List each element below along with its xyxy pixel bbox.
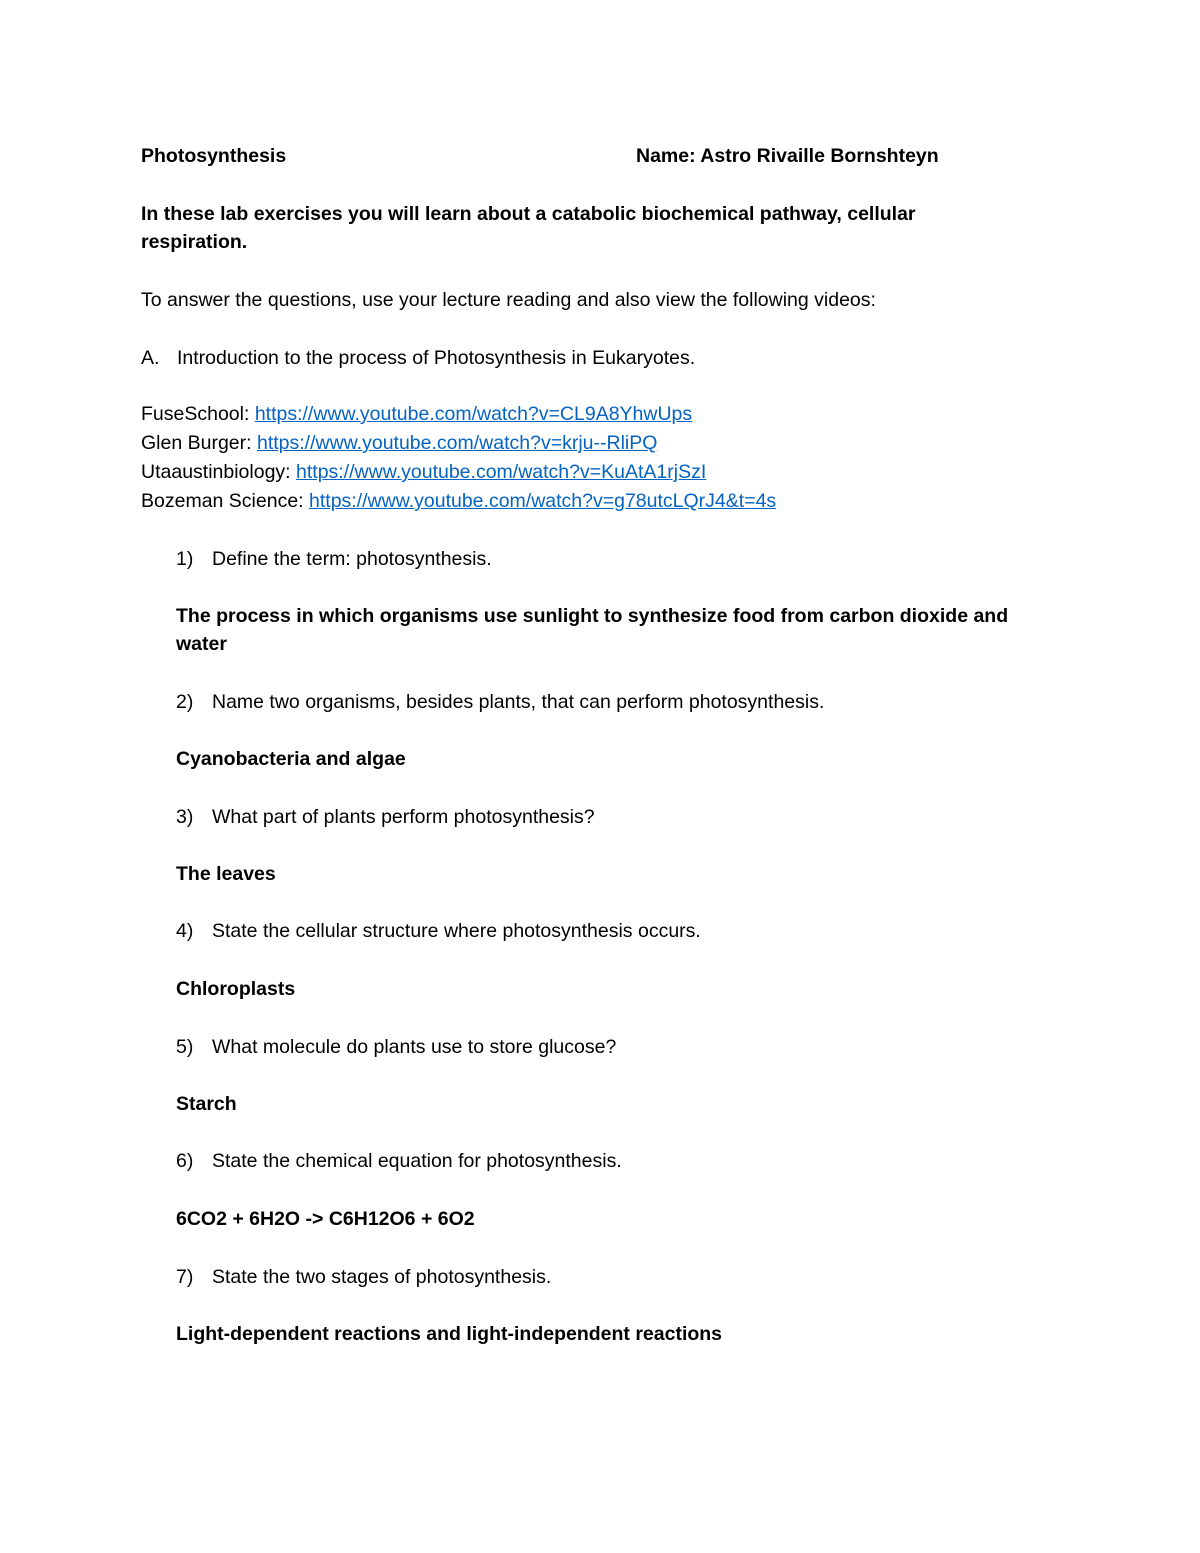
section-a xyxy=(141,344,695,372)
question-text: Name two organisms, besides plants, that can perform photosynthesis. xyxy=(212,691,825,713)
question-number: 6) xyxy=(176,1150,194,1172)
question-number: 1) xyxy=(176,548,194,570)
video-source: Utaaustinbiology: xyxy=(141,461,297,483)
answer: The leaves xyxy=(176,863,276,885)
answer: Cyanobacteria and algae xyxy=(176,748,406,770)
question-text: State the chemical equation for photosynthesis. xyxy=(212,1150,622,1172)
answer: Chloroplasts xyxy=(176,978,296,1000)
student-name: Name: Astro Rivaille Bornshteyn xyxy=(636,145,939,167)
question xyxy=(176,1263,551,1291)
question xyxy=(176,917,701,945)
question-text: State the cellular structure where photosynthesis occurs. xyxy=(212,920,701,942)
video-source: Bozeman Science: xyxy=(141,490,310,512)
intro-line-2: respiration. xyxy=(141,231,248,253)
video-source: FuseSchool: xyxy=(141,403,255,425)
video-link[interactable]: https://www.youtube.com/watch?v=krju--RliPQ xyxy=(256,432,658,454)
section-a-marker: A. xyxy=(141,347,160,369)
video-item xyxy=(141,400,692,428)
question-text: What molecule do plants use to store glucose? xyxy=(212,1036,617,1058)
video-link[interactable]: https://www.youtube.com/watch?v=CL9A8YhwUps xyxy=(254,403,693,425)
question xyxy=(176,545,492,573)
question-text: What part of plants perform photosynthesis? xyxy=(212,806,595,828)
video-link[interactable]: https://www.youtube.com/watch?v=g78utcLQrJ4&t=4s xyxy=(309,490,777,512)
question xyxy=(176,1033,616,1061)
answer: Starch xyxy=(176,1093,237,1115)
video-item xyxy=(141,487,776,515)
question xyxy=(176,803,595,831)
answer-line-1: The process in which organisms use sunlight to synthesize food from carbon dioxide and xyxy=(176,605,1009,627)
question-number: 3) xyxy=(176,806,194,828)
answer-line-2: water xyxy=(176,633,227,655)
answer: 6CO2 + 6H2O -> C6H12O6 + 6O2 xyxy=(176,1208,475,1230)
question-text: Define the term: photosynthesis. xyxy=(212,548,492,570)
intro-line-1: In these lab exercises you will learn about a catabolic biochemical pathway, cellular xyxy=(141,203,916,225)
instruction-text: To answer the questions, use your lecture reading and also view the following videos: xyxy=(141,289,876,311)
video-item xyxy=(141,429,657,457)
question xyxy=(176,688,824,716)
video-source: Glen Burger: xyxy=(141,432,257,454)
video-link[interactable]: https://www.youtube.com/watch?v=KuAtA1rjSzI xyxy=(296,461,707,483)
question-number: 7) xyxy=(176,1266,194,1288)
document-title: Photosynthesis xyxy=(141,145,287,167)
question-number: 4) xyxy=(176,920,194,942)
answer: Light-dependent reactions and light-independent reactions xyxy=(176,1323,723,1345)
question xyxy=(176,1147,622,1175)
question-number: 2) xyxy=(176,691,194,713)
section-a-text: Introduction to the process of Photosynthesis in Eukaryotes. xyxy=(177,347,696,369)
question-text: State the two stages of photosynthesis. xyxy=(212,1266,552,1288)
video-item xyxy=(141,458,706,486)
question-number: 5) xyxy=(176,1036,194,1058)
